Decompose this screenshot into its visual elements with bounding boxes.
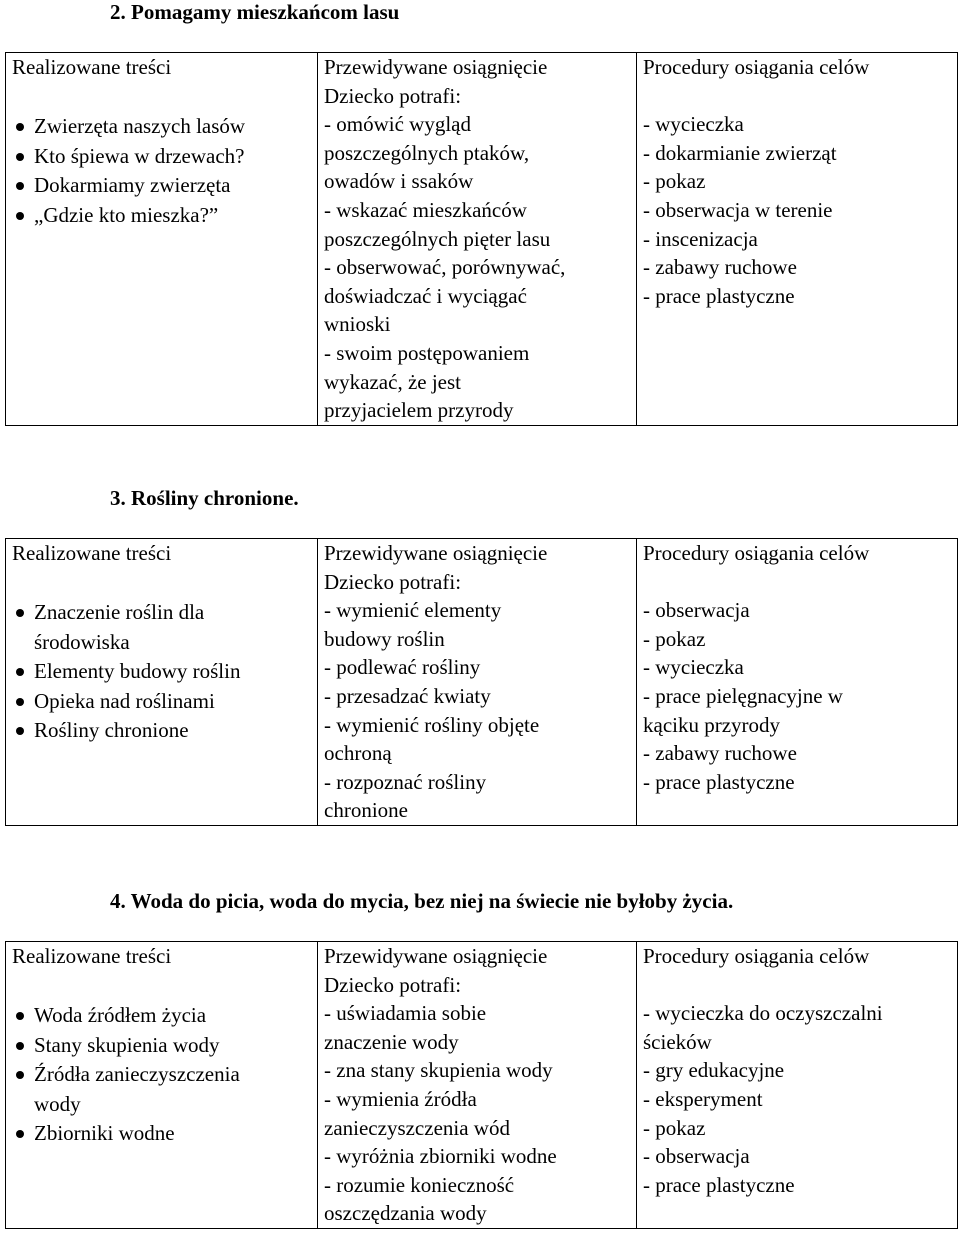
content-item-text: Elementy budowy roślin xyxy=(34,659,241,684)
header-content: Realizowane treści xyxy=(12,55,172,79)
bullet-icon xyxy=(16,153,24,161)
achievement-line: - zna stany skupienia wody xyxy=(324,1058,553,1083)
header-achievement: Przewidywane osiągnięcie xyxy=(324,944,548,968)
procedure-line: - inscenizacja xyxy=(643,226,758,251)
content-item-text: Źródła zanieczyszczenia xyxy=(34,1062,240,1087)
procedure-line: - dokarmianie zwierząt xyxy=(643,140,837,165)
bullet-icon xyxy=(16,1042,24,1050)
achievement-cell xyxy=(318,110,637,425)
bullet-icon xyxy=(16,668,24,676)
header-achievement: Przewidywane osiągnięcie xyxy=(324,541,548,565)
bullet-icon xyxy=(16,212,24,220)
achievement-line: - omówić wygląd xyxy=(324,112,471,137)
procedure-line: - prace plastyczne xyxy=(643,769,795,794)
header-cell xyxy=(637,53,958,111)
procedure-line: - pokaz xyxy=(643,1115,706,1140)
content-item-text: Zwierzęta naszych lasów xyxy=(34,114,246,139)
header-procedures: Procedury osiągania celów xyxy=(643,944,870,968)
achievement-line: - wymienia źródła xyxy=(324,1086,477,1111)
achievement-line: - wymienić elementy xyxy=(324,598,502,623)
content-item-text: „Gdzie kto mieszka?” xyxy=(34,202,219,227)
achievement-line: chronione xyxy=(324,798,408,823)
content-item xyxy=(12,171,311,201)
content-item-text: Zbiorniki wodne xyxy=(34,1121,175,1146)
achievement-line: - rozumie konieczność xyxy=(324,1172,515,1197)
header-cell xyxy=(6,53,318,111)
header-procedures: Procedury osiągania celów xyxy=(643,55,870,79)
bullet-icon xyxy=(16,1130,24,1138)
content-item xyxy=(12,1060,311,1119)
content-item-text: środowiska xyxy=(34,629,130,654)
procedure-line: - zabawy ruchowe xyxy=(643,741,797,766)
procedure-line: - prace pielęgnacyjne w xyxy=(643,683,843,708)
subheader: Dziecko potrafi: xyxy=(324,83,462,108)
achievement-line: ochroną xyxy=(324,741,392,766)
header-content: Realizowane treści xyxy=(12,944,172,968)
achievement-line: - rozpoznać rośliny xyxy=(324,769,487,794)
content-item xyxy=(12,112,311,142)
bullet-icon xyxy=(16,123,24,131)
procedure-cell xyxy=(637,596,958,825)
procedure-line: - prace plastyczne xyxy=(643,283,795,308)
subheader: Dziecko potrafi: xyxy=(324,569,462,594)
subheader: Dziecko potrafi: xyxy=(324,972,462,997)
bullet-icon xyxy=(16,1012,24,1020)
procedure-line: - eksperyment xyxy=(643,1086,763,1111)
achievement-line: - uświadamia sobie xyxy=(324,1001,487,1026)
content-item-text: Woda źródłem życia xyxy=(34,1003,207,1028)
procedure-line: - gry edukacyjne xyxy=(643,1058,785,1083)
procedure-line: - obserwacja xyxy=(643,598,750,623)
section-title: 4. Woda do picia, woda do mycia, bez niej na świecie nie byłoby życia. xyxy=(110,889,734,913)
header-procedures: Procedury osiągania celów xyxy=(643,541,870,565)
achievement-line: wykazać, że jest xyxy=(324,369,462,394)
bullet-icon xyxy=(16,727,24,735)
bullet-icon xyxy=(16,698,24,706)
content-item xyxy=(12,1031,311,1061)
achievement-cell xyxy=(318,999,637,1228)
header-cell xyxy=(637,539,958,597)
achievement-line: budowy roślin xyxy=(324,626,445,651)
content-item-text: Opieka nad roślinami xyxy=(34,688,215,713)
achievement-line: znaczenie wody xyxy=(324,1029,459,1054)
section-title: 2. Pomagamy mieszkańcom lasu xyxy=(110,0,400,24)
curriculum-table xyxy=(5,941,958,1229)
achievement-line: poszczególnych ptaków, xyxy=(324,140,530,165)
header-cell xyxy=(318,539,637,597)
content-cell xyxy=(6,999,318,1228)
achievement-line: - obserwować, porównywać, xyxy=(324,255,566,280)
bullet-icon xyxy=(16,1071,24,1079)
section-title: 3. Rośliny chronione. xyxy=(110,486,299,510)
bullet-icon xyxy=(16,182,24,190)
content-item xyxy=(12,201,311,231)
achievement-line: - przesadzać kwiaty xyxy=(324,683,491,708)
achievement-line: oszczędzania wody xyxy=(324,1201,487,1226)
content-cell xyxy=(6,596,318,825)
achievement-line: - wyróżnia zbiorniki wodne xyxy=(324,1144,557,1169)
procedure-line: - pokaz xyxy=(643,626,706,651)
content-item xyxy=(12,657,311,687)
procedure-line: - wycieczka do oczyszczalni xyxy=(643,1001,883,1026)
bullet-icon xyxy=(16,609,24,617)
procedure-line: ścieków xyxy=(643,1029,712,1054)
header-cell xyxy=(318,53,637,111)
procedure-line: - zabawy ruchowe xyxy=(643,255,797,280)
procedure-line: kąciku przyrody xyxy=(643,712,781,737)
achievement-line: wnioski xyxy=(324,312,391,337)
content-item-text: Dokarmiamy zwierzęta xyxy=(34,173,231,198)
procedure-cell xyxy=(637,999,958,1228)
content-item xyxy=(12,687,311,717)
procedure-line: - wycieczka xyxy=(643,655,744,680)
achievement-line: poszczególnych pięter lasu xyxy=(324,226,551,251)
header-content: Realizowane treści xyxy=(12,541,172,565)
content-item xyxy=(12,1119,311,1149)
achievement-line: owadów i ssaków xyxy=(324,169,474,194)
procedure-line: - prace plastyczne xyxy=(643,1172,795,1197)
achievement-line: doświadczać i wyciągać xyxy=(324,283,527,308)
content-item-text: wody xyxy=(34,1091,81,1116)
content-item xyxy=(12,598,311,657)
procedure-cell xyxy=(637,110,958,425)
procedure-line: - pokaz xyxy=(643,169,706,194)
achievement-line: - wymienić rośliny objęte xyxy=(324,712,540,737)
achievement-line: - swoim postępowaniem xyxy=(324,340,530,365)
header-cell xyxy=(6,942,318,1000)
curriculum-table xyxy=(5,538,958,826)
achievement-line: zanieczyszczenia wód xyxy=(324,1115,510,1140)
content-item-text: Stany skupienia wody xyxy=(34,1032,220,1057)
achievement-line: przyjacielem przyrody xyxy=(324,398,514,423)
content-item-text: Znaczenie roślin dla xyxy=(34,600,205,625)
content-cell xyxy=(6,110,318,425)
header-cell xyxy=(637,942,958,1000)
header-cell xyxy=(6,539,318,597)
achievement-cell xyxy=(318,596,637,825)
curriculum-table xyxy=(5,52,958,426)
header-cell xyxy=(318,942,637,1000)
achievement-line: - podlewać rośliny xyxy=(324,655,481,680)
content-item xyxy=(12,716,311,746)
procedure-line: - obserwacja xyxy=(643,1144,750,1169)
content-item xyxy=(12,142,311,172)
content-item-text: Rośliny chronione xyxy=(34,718,189,743)
content-item-text: Kto śpiewa w drzewach? xyxy=(34,143,245,168)
header-achievement: Przewidywane osiągnięcie xyxy=(324,55,548,79)
content-item xyxy=(12,1001,311,1031)
achievement-line: - wskazać mieszkańców xyxy=(324,197,527,222)
procedure-line: - wycieczka xyxy=(643,112,744,137)
procedure-line: - obserwacja w terenie xyxy=(643,197,833,222)
